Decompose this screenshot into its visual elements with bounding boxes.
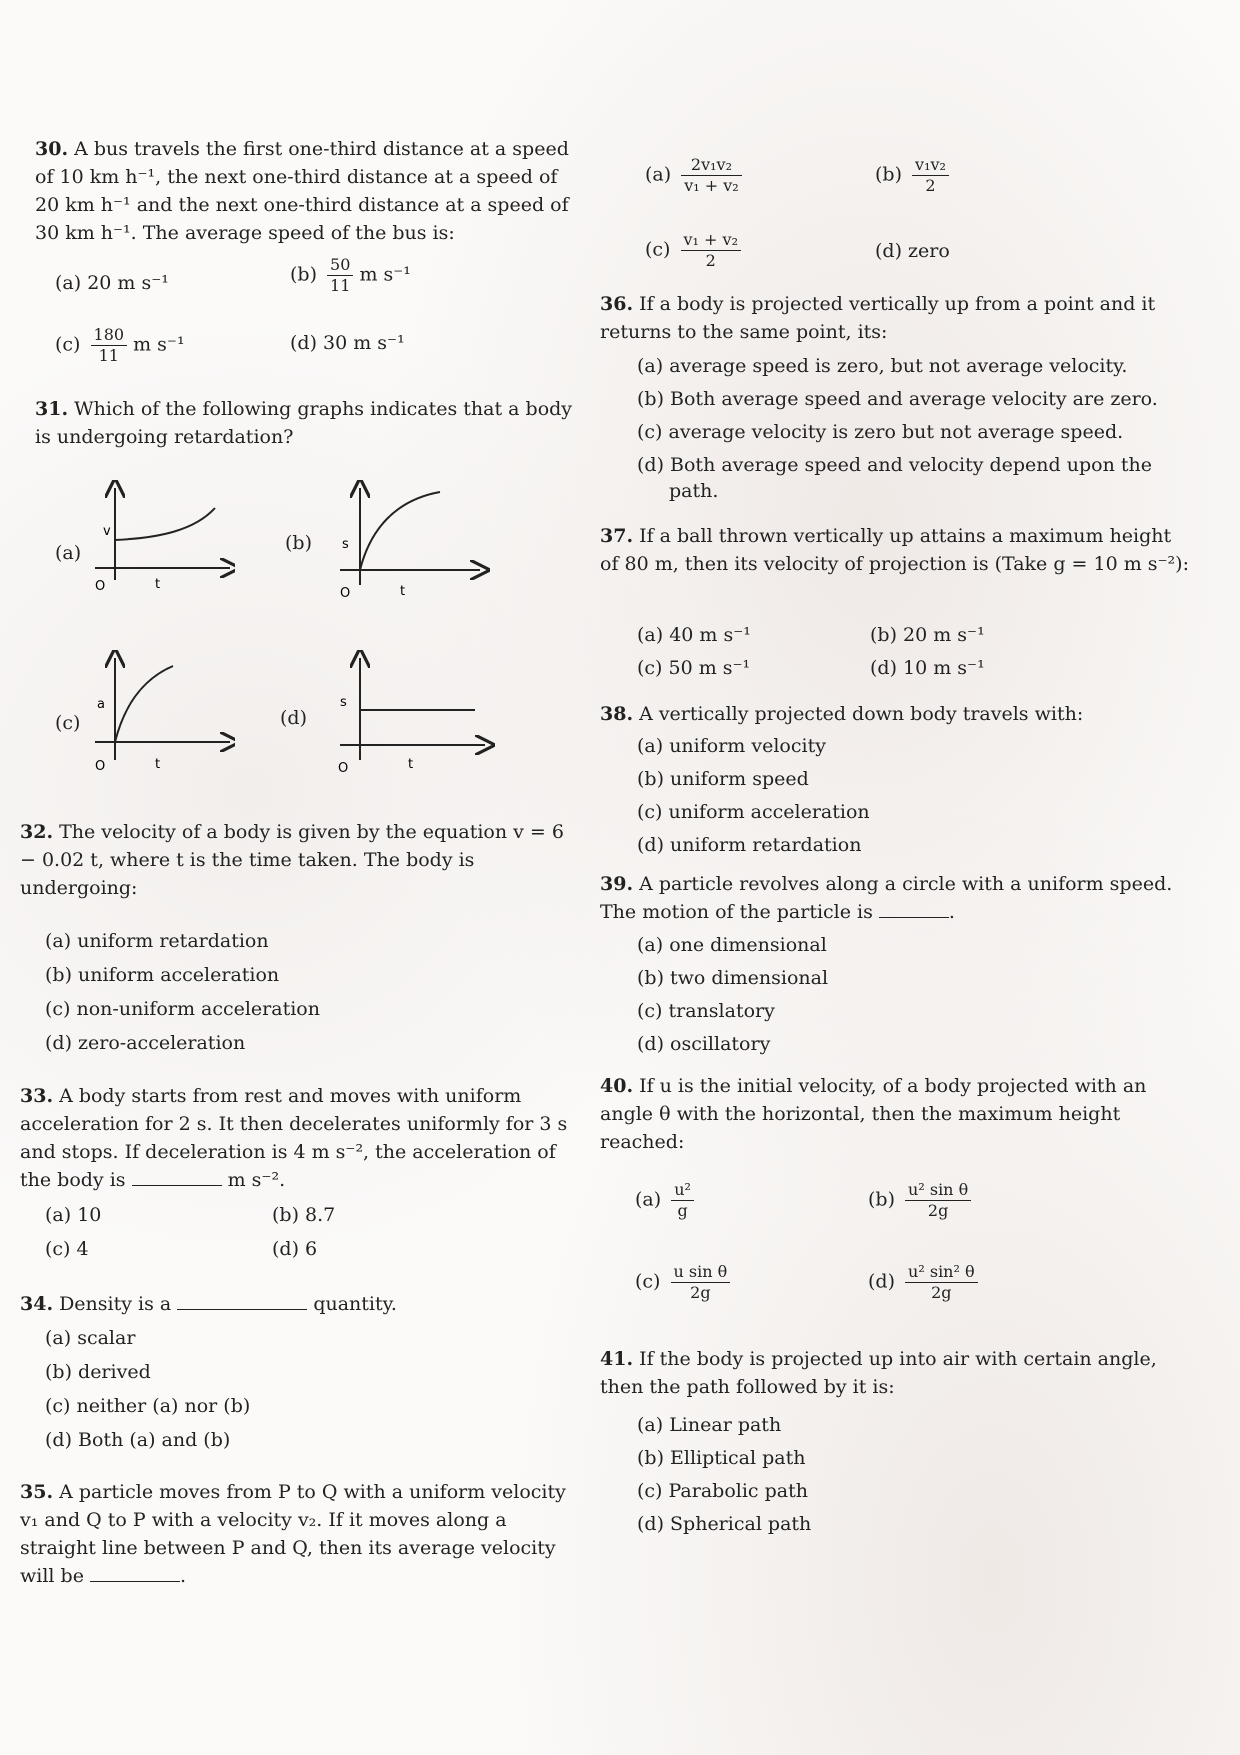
question-31 bbox=[35, 395, 575, 451]
option-c: (c) Parabolic path bbox=[637, 1480, 808, 1502]
curve bbox=[115, 508, 215, 540]
question-number: 39. bbox=[600, 873, 634, 895]
option-b: (b) 8.7 bbox=[272, 1204, 336, 1226]
option-d: (d) 6 bbox=[272, 1238, 318, 1260]
question-35: 35. A particle moves from P to Q with a uniform velocity v₁ and Q to P with a velocity v₂. If it moves along a straight line between P and Q, then its average velocity will be . bbox=[20, 1481, 566, 1587]
option-d: (d) 30 m s⁻¹ bbox=[290, 332, 405, 354]
question-32 bbox=[20, 818, 575, 902]
question-41 bbox=[600, 1345, 1195, 1401]
question-number: 30. bbox=[35, 138, 69, 160]
question-number: 31. bbox=[35, 398, 69, 420]
curve bbox=[115, 666, 173, 742]
option-b: (b) uniform acceleration bbox=[45, 964, 280, 986]
option-a: (a) $\frac{\text{u²}}{g}$ bbox=[635, 1180, 694, 1221]
question-number: 40. bbox=[600, 1075, 634, 1097]
option-b: (b) Both average speed and average velocity are zero. bbox=[637, 388, 1158, 410]
question-number: 34. bbox=[20, 1293, 54, 1315]
option-b: (b) Elliptical path bbox=[637, 1447, 806, 1469]
question-text: A body starts from rest and moves with uniform acceleration for 2 s. It then decelerates uniformly for 3 s and stops. If deceleration is 4 m s⁻², the acceleration of the body is bbox=[20, 1085, 568, 1191]
fraction: $\frac{\text{v₁v₂}}{2}$ bbox=[912, 155, 949, 196]
graph-b-label: (b) bbox=[285, 532, 312, 554]
question-number: 35. bbox=[20, 1481, 54, 1503]
question-number: 33. bbox=[20, 1085, 54, 1107]
origin-label: O bbox=[95, 759, 106, 774]
fraction: $\frac{\text{u² sin² θ}}{2g}$ bbox=[905, 1262, 978, 1303]
option-c: (c) 4 bbox=[45, 1238, 89, 1260]
option-a: (a) 20 m s⁻¹ bbox=[55, 272, 169, 294]
option-d: (d) $\frac{\text{u² sin² θ}}{2g}$ bbox=[868, 1262, 978, 1303]
option-c: (c) uniform acceleration bbox=[637, 801, 870, 823]
option-a: (a) $\frac{\text{2v₁v₂}}{\text{v₁ + v₂}}$ bbox=[645, 155, 742, 196]
option-c: (c) $\frac{180}{11}$ m s⁻¹ bbox=[55, 325, 185, 365]
question-text: If u is the initial velocity, of a body projected with an angle θ with the horizontal, then the maximum height reached: bbox=[600, 1075, 1147, 1153]
graph-d-label: (d) bbox=[280, 707, 307, 729]
fraction: $\frac{\text{2v₁v₂}}{\text{v₁ + v₂}}$ bbox=[681, 155, 741, 196]
option-a: (a) 40 m s⁻¹ bbox=[637, 624, 751, 646]
question-34: 34. Density is a quantity. bbox=[20, 1293, 397, 1315]
question-text: If the body is projected up into air with certain angle, then the path followed by it is: bbox=[600, 1348, 1157, 1398]
graph-c bbox=[85, 650, 235, 780]
curve bbox=[360, 492, 440, 570]
question-38 bbox=[600, 700, 1195, 728]
option-d: (d) oscillatory bbox=[637, 1033, 771, 1055]
question-37 bbox=[600, 522, 1195, 578]
question-40 bbox=[600, 1072, 1195, 1156]
x-label: t bbox=[408, 757, 414, 772]
option-d: (d) Both average speed and velocity depend upon the path. bbox=[637, 454, 1152, 502]
option-a: (a) uniform retardation bbox=[45, 930, 269, 952]
option-c: (c) non-uniform acceleration bbox=[45, 998, 320, 1020]
answer-blank bbox=[879, 899, 949, 918]
question-text: A particle revolves along a circle with a uniform speed. The motion of the particle is bbox=[600, 873, 1173, 923]
question-text: If a ball thrown vertically up attains a maximum height of 80 m, then its velocity of projection is (Take g = 10 m s⁻²): bbox=[600, 525, 1189, 575]
option-b: (b) $\frac{\text{v₁v₂}}{2}$ bbox=[875, 155, 949, 196]
option-a: (a) 10 bbox=[45, 1204, 102, 1226]
question-text: Which of the following graphs indicates that a body is undergoing retardation? bbox=[35, 398, 573, 448]
option-b: (b) 20 m s⁻¹ bbox=[870, 624, 985, 646]
question-30 bbox=[35, 135, 575, 247]
fraction: $\frac{50}{11}$ bbox=[327, 255, 353, 296]
option-d: (d) Both (a) and (b) bbox=[45, 1429, 231, 1451]
option-d: (d) zero bbox=[875, 240, 950, 262]
option-d: (d) zero-acceleration bbox=[45, 1032, 246, 1054]
option-a: (a) one dimensional bbox=[637, 934, 827, 956]
question-36 bbox=[600, 290, 1195, 346]
question-text: The velocity of a body is given by the equation v = 6 − 0.02 t, where t is the time taken. The body is undergoing: bbox=[20, 821, 564, 899]
option-c: (c) neither (a) nor (b) bbox=[45, 1395, 251, 1417]
question-number: 41. bbox=[600, 1348, 634, 1370]
option-c: (c) 50 m s⁻¹ bbox=[637, 657, 751, 679]
x-label: t bbox=[155, 577, 161, 592]
graph-b bbox=[330, 480, 490, 610]
origin-label: O bbox=[340, 586, 351, 601]
option-b: (b) $\frac{\text{u² sin θ}}{2g}$ bbox=[868, 1180, 971, 1221]
option-b: (b) uniform speed bbox=[637, 768, 809, 790]
question-text: If a body is projected vertically up from a point and it returns to the same point, its: bbox=[600, 293, 1156, 343]
option-d: (d) Spherical path bbox=[637, 1513, 812, 1535]
x-label: t bbox=[400, 584, 406, 599]
answer-blank bbox=[90, 1563, 180, 1582]
question-text: Density is a bbox=[59, 1293, 172, 1315]
graph-a bbox=[85, 480, 235, 605]
option-a: (a) Linear path bbox=[637, 1414, 782, 1436]
graph-a-label: (a) bbox=[55, 542, 82, 564]
y-label: a bbox=[97, 697, 105, 712]
question-39: 39. A particle revolves along a circle with a uniform speed. The motion of the particle is . bbox=[600, 873, 1173, 923]
fraction: $\frac{\text{v₁ + v₂}}{2}$ bbox=[681, 230, 741, 271]
question-text: A bus travels the first one-third distance at a speed of 10 km h⁻¹, the next one-third distance at a speed of 20 km h⁻¹ and the next one-third distance at a speed of 30 km h⁻¹. The average speed of the bus is: bbox=[35, 138, 569, 244]
option-d: (d) 10 m s⁻¹ bbox=[870, 657, 985, 679]
graph-d bbox=[330, 650, 495, 780]
answer-blank bbox=[177, 1291, 307, 1310]
option-b: (b) $\frac{50}{11}$ m s⁻¹ bbox=[290, 255, 411, 295]
question-number: 38. bbox=[600, 703, 634, 725]
option-a: (a) average speed is zero, but not average velocity. bbox=[637, 355, 1128, 377]
option-c: (c) translatory bbox=[637, 1000, 775, 1022]
option-b: (b) two dimensional bbox=[637, 967, 829, 989]
option-d: (d) uniform retardation bbox=[637, 834, 862, 856]
fraction: $\frac{180}{11}$ bbox=[91, 325, 128, 366]
option-b: (b) derived bbox=[45, 1361, 151, 1383]
option-a: (a) uniform velocity bbox=[637, 735, 826, 757]
option-a: (a) scalar bbox=[45, 1327, 136, 1349]
fraction: $\frac{\text{u sin θ}}{2g}$ bbox=[671, 1262, 731, 1303]
question-33: 33. A body starts from rest and moves with uniform acceleration for 2 s. It then decelerates uniformly for 3 s and stops. If deceleration is 4 m s⁻², the acceleration of the body is m s⁻². bbox=[20, 1085, 568, 1191]
fraction: $\frac{\text{u² sin θ}}{2g}$ bbox=[905, 1180, 971, 1221]
origin-label: O bbox=[95, 579, 106, 594]
fraction: $\frac{\text{u²}}{g}$ bbox=[671, 1180, 694, 1221]
y-label: s bbox=[340, 695, 347, 710]
option-c: (c) $\frac{\text{u sin θ}}{2g}$ bbox=[635, 1262, 730, 1303]
question-number: 36. bbox=[600, 293, 634, 315]
origin-label: O bbox=[338, 761, 349, 776]
y-label: s bbox=[342, 537, 349, 552]
x-label: t bbox=[155, 757, 161, 772]
graph-c-label: (c) bbox=[55, 712, 81, 734]
option-c: (c) $\frac{\text{v₁ + v₂}}{2}$ bbox=[645, 230, 741, 271]
answer-blank bbox=[132, 1167, 222, 1186]
question-number: 32. bbox=[20, 821, 54, 843]
question-text: A vertically projected down body travels with: bbox=[639, 703, 1084, 725]
y-label: v bbox=[103, 524, 111, 539]
option-c: (c) average velocity is zero but not average speed. bbox=[637, 421, 1124, 443]
question-number: 37. bbox=[600, 525, 634, 547]
question-text: A particle moves from P to Q with a uniform velocity v₁ and Q to P with a velocity v₂. If it moves along a straight line between P and Q, then its average velocity will be bbox=[20, 1481, 566, 1587]
